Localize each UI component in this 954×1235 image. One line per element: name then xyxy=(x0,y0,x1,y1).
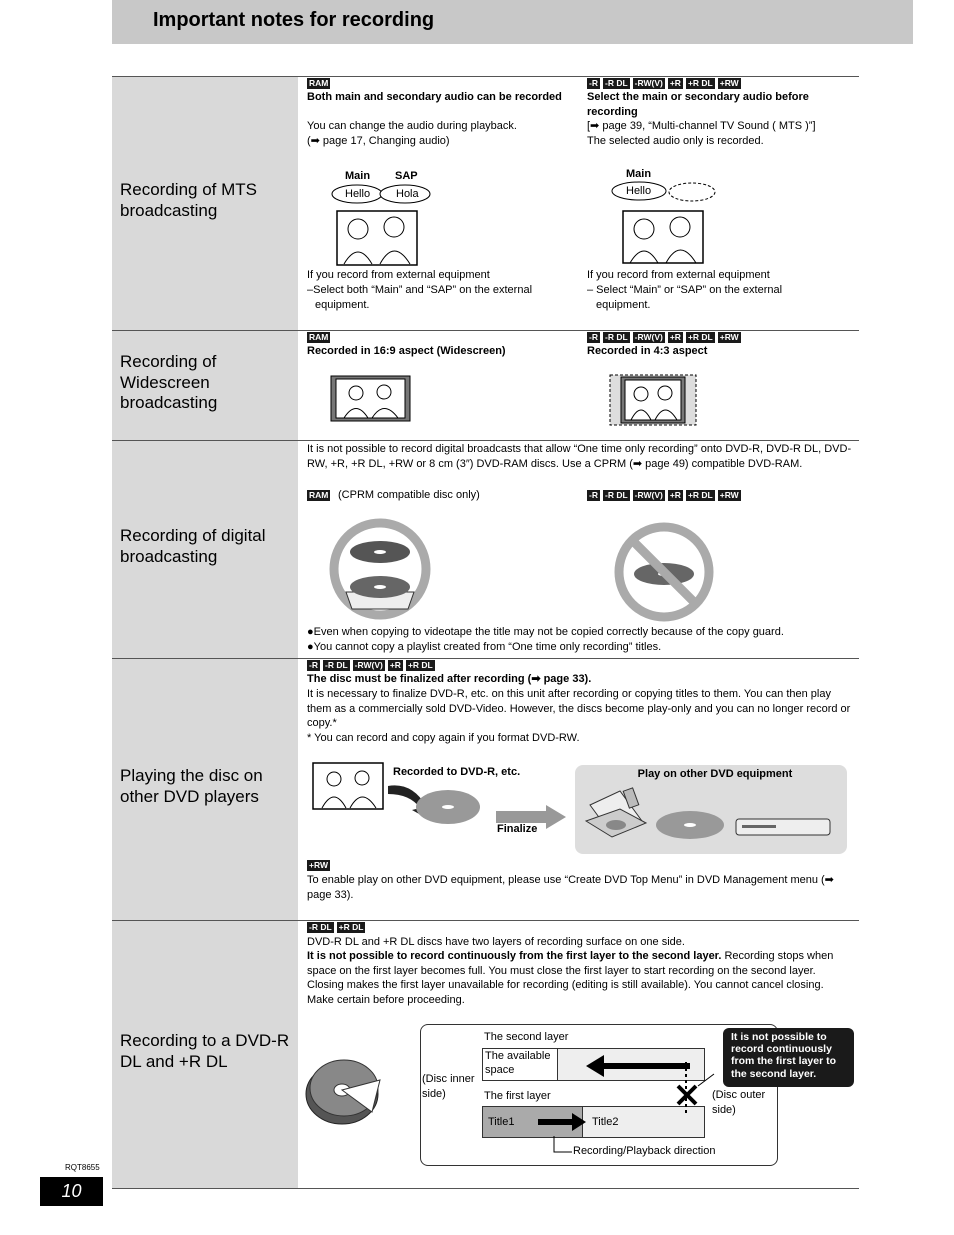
model-code: RQT8655 xyxy=(65,1163,100,1172)
dl-paragraph xyxy=(307,949,852,1007)
digital-left-note: (CPRM compatible disc only) xyxy=(338,489,480,501)
badge-group xyxy=(307,922,365,933)
row-title-digital: Recording of digital broadcasting xyxy=(120,526,266,566)
disc-type-badge: +RW xyxy=(719,332,739,342)
label-main: Main xyxy=(626,168,652,180)
mts-right-ext2: – Select “Main” or “SAP” on the external xyxy=(587,284,783,296)
bubble-hello: Hello xyxy=(345,188,371,200)
disc-type-badge: RAM xyxy=(309,332,329,342)
widescreen-left-heading: Recorded in 16:9 aspect (Widescreen) xyxy=(307,345,506,357)
disc-type-badge: RAM xyxy=(309,490,329,500)
first-layer-label: The first layer xyxy=(484,1090,551,1102)
recorded-label: Recorded to DVD-R, etc. xyxy=(393,766,521,778)
label-sap: SAP xyxy=(395,170,418,182)
play-label: Play on other DVD equipment xyxy=(637,768,793,780)
mts-left-ext3: equipment. xyxy=(315,299,370,311)
playing-rw-text: To enable play on other DVD equipment, please use “Create DVD Top Menu” in DVD Management menu (➡ page 33). xyxy=(307,874,834,901)
row-divider xyxy=(112,1188,859,1189)
disc-type-badge: +RW xyxy=(309,860,328,870)
mts-right-line2: The selected audio only is recorded. xyxy=(587,135,764,147)
outer-side-label: (Disc outer side) xyxy=(712,1089,766,1116)
playing-body: It is necessary to finalize DVD-R, etc. on this unit after recording or copying titles to them. You can then play them as a commercially sold DVD-Video. However, the discs become play-only and you can no longer record or copy.* xyxy=(307,688,851,730)
no-continuation-x-icon xyxy=(676,1058,716,1118)
page-title: Important notes for recording xyxy=(153,9,435,31)
widescreen-tv-illustration xyxy=(330,375,412,423)
disc-type-badge: +RW xyxy=(719,78,739,88)
page-number: 10 xyxy=(40,1177,103,1206)
disc-type-badge: -R DL xyxy=(604,78,628,88)
label-main: Main xyxy=(345,170,371,182)
dual-layer-disc-illustration xyxy=(302,1050,382,1130)
disc-type-badge: -R xyxy=(589,332,598,342)
row-divider xyxy=(112,440,859,441)
dl-bold: It is not possible to record continuously from the first layer to the second layer. xyxy=(307,950,722,962)
available-space-label: The available space xyxy=(485,1050,551,1076)
disc-type-badge: RAM xyxy=(309,78,329,88)
row-divider xyxy=(112,330,859,331)
dl-line1: DVD-R DL and +R DL discs have two layers of recording surface on one side. xyxy=(307,936,685,948)
dl-rest: Recording stops when space on the first layer becomes full. You must close the first layer to start recording on the second layer. Closing makes the first layer unavailable for recording (editing is still available). You cannot cancel closing. Make certain before proceeding. xyxy=(307,950,834,1006)
row-title-playing: Playing the disc on other DVD players xyxy=(120,766,263,806)
disc-type-badge: +R xyxy=(669,490,681,500)
playing-heading: The disc must be finalized after recording (➡ page 33). xyxy=(307,673,592,685)
disc-type-badge: -R DL xyxy=(604,332,628,342)
disc-type-badge: -RW(V) xyxy=(634,490,663,500)
disc-type-badge: -RW(V) xyxy=(634,78,663,88)
inner-side-label: (Disc inner side) xyxy=(422,1073,475,1100)
disc-type-badge: +R DL xyxy=(338,922,364,932)
standard-tv-illustration xyxy=(609,374,697,426)
bubble-hola: Hola xyxy=(396,188,419,200)
disc-type-badge: -RW(V) xyxy=(354,660,383,670)
disc-type-badge: +R DL xyxy=(407,660,433,670)
badge-group xyxy=(587,332,741,343)
row-title-dl: Recording to a DVD-R DL and +R DL xyxy=(120,1031,290,1071)
finalize-label: Finalize xyxy=(497,823,538,835)
direction-pointer-line xyxy=(552,1136,574,1156)
direction-label: Recording/Playback direction xyxy=(573,1145,716,1157)
disc-type-badge: -RW(V) xyxy=(634,332,663,342)
mts-left-line2: (➡ page 17, Changing audio) xyxy=(307,135,450,147)
disc-type-badge: -R DL xyxy=(324,660,348,670)
disc-type-badge: +R DL xyxy=(687,78,713,88)
row-title-widescreen: Recording of Widescreen broadcasting xyxy=(120,352,218,412)
disc-type-badge: +R xyxy=(389,660,401,670)
disc-type-badge: +R DL xyxy=(687,490,713,500)
badge-group xyxy=(307,332,330,343)
badge-group xyxy=(587,78,741,89)
second-layer-label: The second layer xyxy=(484,1031,569,1043)
digital-bullet2: ●You cannot copy a playlist created from “One time only recording” titles. xyxy=(307,641,662,653)
row-divider xyxy=(112,920,859,921)
compatible-disc-icon xyxy=(328,517,432,621)
mts-left-ext1: If you record from external equipment xyxy=(307,269,490,281)
mts-right-ext1: If you record from external equipment xyxy=(587,269,770,281)
mts-right-ext3: equipment. xyxy=(596,299,651,311)
disc-type-badge: +R xyxy=(669,78,681,88)
disc-type-badge: +R DL xyxy=(687,332,713,342)
badge-group xyxy=(307,490,330,501)
page-header xyxy=(112,0,913,44)
record-arrow-disc xyxy=(384,780,494,828)
disc-type-badge: -R xyxy=(589,490,598,500)
mts-left-ext2: –Select both “Main” and “SAP” on the external xyxy=(307,284,533,296)
disc-type-badge: +RW xyxy=(719,490,739,500)
mts-left-heading: Both main and secondary audio can be recorded xyxy=(307,91,562,103)
badge-group xyxy=(307,78,330,89)
row-title-mts: Recording of MTS broadcasting xyxy=(120,180,257,220)
dvd-equipment-illustration xyxy=(582,785,842,849)
digital-bullet1: ●Even when copying to videotape the title may not be copied correctly because of the copy guard. xyxy=(307,626,784,638)
right-arrow-icon xyxy=(538,1112,588,1132)
bubble-hello: Hello xyxy=(626,185,652,197)
disc-type-badge: -R xyxy=(589,78,598,88)
tv-people-illustration xyxy=(312,762,384,810)
row-divider xyxy=(112,76,859,77)
widescreen-right-heading: Recorded in 4:3 aspect xyxy=(587,345,708,357)
disc-type-badge: -R xyxy=(309,660,318,670)
title1-label: Title1 xyxy=(488,1116,515,1128)
mts-right-line1: [➡ page 39, “Multi-channel TV Sound ( MTS )”] xyxy=(587,120,816,132)
digital-intro: It is not possible to record digital broadcasts that allow “One time only recording” onto DVD-R, DVD-R DL, DVD-RW, +R, +R DL, +RW or 8 cm (3″) DVD-RAM discs. Use a CPRM (➡ page 49) compatible DVD-RAM. xyxy=(307,443,852,470)
row-divider xyxy=(112,658,859,659)
playing-footnote: * You can record and copy again if you format DVD-RW. xyxy=(307,732,580,744)
callout-text: It is not possible to record continuously from the first layer to the second layer. xyxy=(731,1031,837,1080)
mts-left-line1: You can change the audio during playback. xyxy=(307,120,517,132)
disc-type-badge: -R DL xyxy=(309,922,332,932)
prohibited-disc-icon xyxy=(612,520,716,624)
mts-right-heading: Select the main or secondary audio before recording xyxy=(587,91,809,118)
badge-group xyxy=(307,660,435,671)
badge-group xyxy=(587,490,741,501)
title2-label: Title2 xyxy=(592,1116,619,1128)
disc-type-badge: -R DL xyxy=(604,490,628,500)
disc-type-badge: +R xyxy=(669,332,681,342)
badge-group xyxy=(307,860,330,871)
